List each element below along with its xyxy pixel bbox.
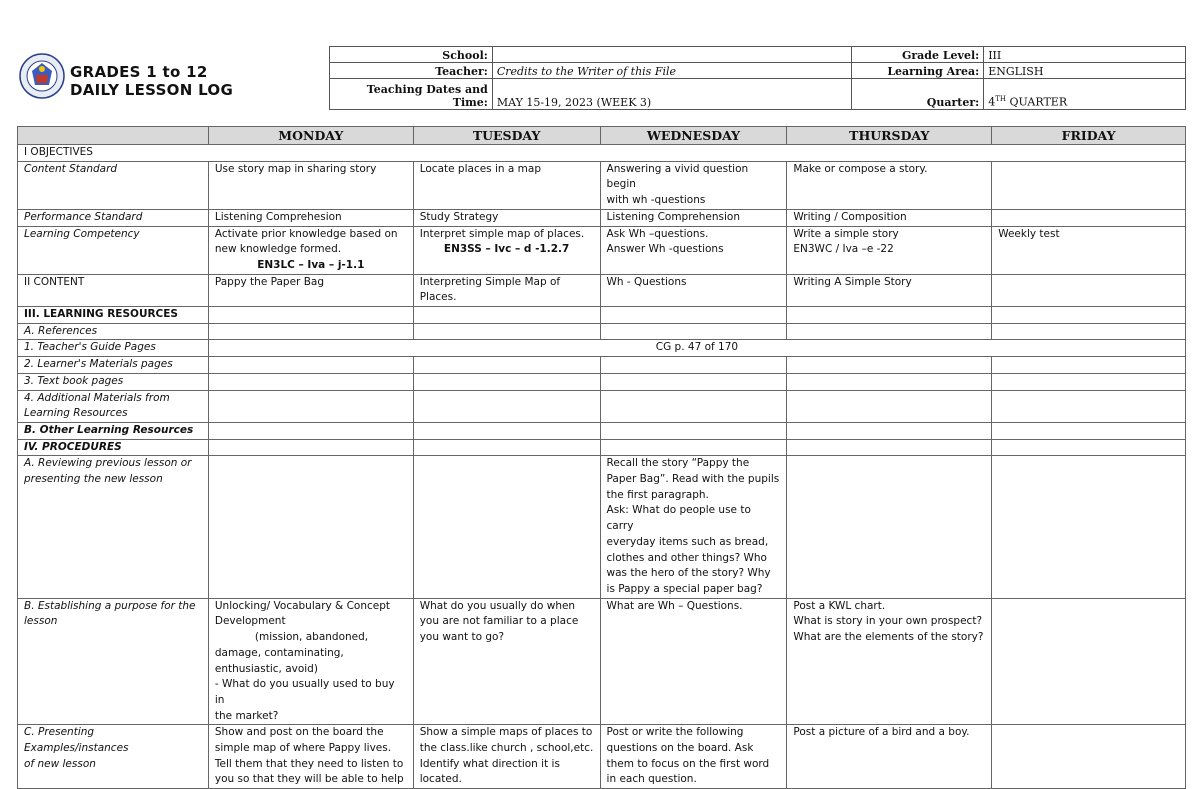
proc-line: Development — [214, 615, 286, 628]
competency-line: Activate prior knowledge based on — [214, 227, 398, 240]
proc-line: is Pappy a special paper bag? — [606, 582, 763, 595]
objectives-heading: I OBJECTIVES — [18, 145, 1186, 162]
procedure-b-monday — [208, 598, 413, 725]
proc-line: was the hero of the story? Why — [606, 567, 771, 580]
proc-line: located. — [419, 773, 462, 786]
content-standard-wednesday-line: Answering a vivid question begin — [606, 162, 749, 191]
references-heading: A. References — [18, 323, 209, 340]
performance-standard-friday — [992, 209, 1186, 226]
procedure-a-label-line: presenting the new lesson — [24, 473, 163, 486]
teacher-value: Credits to the Writer of this File — [492, 63, 851, 79]
content-line: Places. — [419, 291, 457, 304]
proc-line: What are the elements of the story? — [793, 631, 984, 644]
proc-line: Paper Bag”. Read with the pupils — [606, 473, 780, 486]
procedure-a-wednesday — [600, 456, 787, 598]
performance-standard-label: Performance Standard — [18, 209, 209, 226]
learning-competency-label: Learning Competency — [18, 226, 209, 274]
proc-line: Tell them that they need to listen to — [214, 757, 404, 770]
teaching-dates-value: MAY 15-19, 2023 (WEEK 3) — [492, 79, 851, 110]
additional-materials-line: Learning Resources — [24, 407, 128, 420]
proc-line: the first paragraph. — [606, 488, 709, 501]
textbook-pages-label: 3. Text book pages — [18, 373, 209, 390]
performance-standard-wednesday: Listening Comprehension — [600, 209, 787, 226]
procedure-b-label — [18, 598, 209, 725]
proc-line: them to focus on the first word — [606, 757, 770, 770]
procedure-c-thursday: Post a picture of a bird and a boy. — [787, 725, 992, 789]
proc-line: Identify what direction it is — [419, 757, 560, 770]
learning-competency-thursday — [787, 226, 992, 274]
quarter-suffix: QUARTER — [1005, 96, 1068, 109]
proc-line: the class.like church , school,etc. — [419, 742, 594, 755]
proc-line: you are not familiar to a place — [419, 615, 579, 628]
content-standard-tuesday: Locate places in a map — [413, 161, 600, 209]
procedure-b-thursday — [787, 598, 992, 725]
proc-line: clothes and other things? Who — [606, 551, 767, 564]
proc-line: enthusiastic, avoid) — [214, 662, 318, 675]
proc-line: Recall the story “Pappy the — [606, 457, 750, 470]
day-header-monday: MONDAY — [208, 127, 413, 145]
proc-line: Post or write the following — [606, 726, 744, 739]
content-standard-friday — [992, 161, 1186, 209]
competency-code: EN3WC / Iva –e -22 — [793, 243, 894, 256]
proc-line: What do you usually do when — [419, 599, 576, 612]
procedure-c-monday — [208, 725, 413, 789]
grade-level-value: III — [984, 47, 1186, 63]
performance-standard-monday: Listening Comprehesion — [208, 209, 413, 226]
quarter-label: Quarter: — [852, 79, 984, 110]
content-friday — [992, 274, 1186, 306]
competency-line: Interpret simple map of places. — [419, 227, 585, 240]
content-wednesday: Wh - Questions — [600, 274, 787, 306]
quarter-value — [984, 79, 1186, 110]
content-standard-thursday: Make or compose a story. — [787, 161, 992, 209]
content-standard-label: Content Standard — [18, 161, 209, 209]
procedure-c-wednesday — [600, 725, 787, 789]
grade-level-label: Grade Level: — [852, 47, 984, 63]
deped-seal-logo — [19, 53, 65, 99]
teachers-guide-label: 1. Teacher's Guide Pages — [18, 340, 209, 357]
proc-line: damage, contaminating, — [214, 646, 344, 659]
proc-line: Show a simple maps of places to — [419, 726, 593, 739]
proc-line: questions on the board. Ask — [606, 742, 754, 755]
title-line-2: DAILY LESSON LOG — [70, 81, 234, 99]
content-standard-monday: Use story map in sharing story — [208, 161, 413, 209]
procedure-c-label — [18, 725, 209, 789]
learning-competency-wednesday — [600, 226, 787, 274]
quarter-superscript: TH — [995, 95, 1006, 104]
proc-line: you so that they will be able to help — [214, 773, 404, 786]
procedure-b-wednesday: What are Wh – Questions. — [600, 598, 787, 725]
competency-code: EN3SS – Ivc – d -1.2.7 — [443, 243, 570, 256]
performance-standard-thursday: Writing / Composition — [787, 209, 992, 226]
proc-line: simple map of where Pappy lives. — [214, 742, 392, 755]
school-label: School: — [330, 47, 493, 63]
content-tuesday — [413, 274, 600, 306]
teaching-dates-label-line-2: Time: — [452, 96, 488, 109]
teachers-guide-value: CG p. 47 of 170 — [208, 340, 1185, 357]
competency-line: Write a simple story — [793, 227, 899, 240]
procedure-c-label-line: of new lesson — [24, 757, 96, 770]
procedures-heading: IV. PROCEDURES — [18, 439, 209, 456]
procedure-c-label-line: C. Presenting Examples/instances — [24, 726, 129, 755]
quarter-number: 4 — [988, 96, 996, 109]
learning-area-label: Learning Area: — [852, 63, 984, 79]
school-value — [492, 47, 851, 63]
teacher-label: Teacher: — [330, 63, 493, 79]
proc-line: everyday items such as bread, — [606, 535, 769, 548]
content-line: Interpreting Simple Map of — [419, 275, 561, 288]
competency-code: EN3LC – Iva – j-1.1 — [257, 258, 365, 271]
proc-line: What is story in your own prospect? — [793, 615, 983, 628]
document-title — [70, 63, 233, 99]
lesson-log-table — [17, 126, 1186, 789]
header-corner — [18, 127, 209, 145]
procedure-c-tuesday — [413, 725, 600, 789]
info-table — [329, 46, 1186, 110]
learning-competency-monday — [208, 226, 413, 274]
proc-line: in each question. — [606, 773, 697, 786]
proc-line: Show and post on the board the — [214, 726, 384, 739]
teaching-dates-label-line-1: Teaching Dates and — [366, 83, 488, 96]
procedure-b-label-line: B. Establishing a purpose for the — [24, 599, 196, 612]
procedure-b-tuesday — [413, 598, 600, 725]
learning-competency-friday: Weekly test — [992, 226, 1186, 274]
procedure-a-label — [18, 456, 209, 598]
competency-line: Answer Wh -questions — [606, 243, 724, 256]
proc-line: Post a KWL chart. — [793, 599, 886, 612]
content-standard-wednesday — [600, 161, 787, 209]
proc-line: Unlocking/ Vocabulary & Concept — [214, 599, 391, 612]
other-resources-label: B. Other Learning Resources — [18, 422, 209, 439]
proc-line: Ask: What do people use to carry — [606, 504, 751, 533]
day-header-wednesday: WEDNESDAY — [600, 127, 787, 145]
learning-competency-tuesday — [413, 226, 600, 274]
procedure-a-label-line: A. Reviewing previous lesson or — [24, 457, 192, 470]
teaching-dates-label — [330, 79, 493, 110]
proc-line: - What do you usually used to buy in — [214, 678, 395, 706]
performance-standard-tuesday: Study Strategy — [413, 209, 600, 226]
additional-materials-line: 4. Additional Materials from — [24, 391, 170, 404]
content-thursday: Writing A Simple Story — [787, 274, 992, 306]
content-label: II CONTENT — [18, 274, 209, 306]
content-standard-wednesday-line: with wh -questions — [606, 194, 706, 207]
learners-materials-label: 2. Learner's Materials pages — [18, 357, 209, 374]
proc-line: (mission, abandoned, — [254, 631, 369, 644]
day-header-friday: FRIDAY — [992, 127, 1186, 145]
competency-line: Ask Wh –questions. — [606, 227, 709, 240]
learning-resources-heading: III. LEARNING RESOURCES — [18, 307, 209, 324]
procedure-b-label-line: lesson — [24, 615, 58, 628]
competency-line: new knowledge formed. — [214, 243, 342, 256]
day-header-tuesday: TUESDAY — [413, 127, 600, 145]
day-header-thursday: THURSDAY — [787, 127, 992, 145]
title-line-1: GRADES 1 to 12 — [70, 63, 208, 81]
additional-materials-label — [18, 390, 209, 422]
proc-line: you want to go? — [419, 631, 505, 644]
proc-line: the market? — [214, 709, 279, 722]
learning-area-value: ENGLISH — [984, 63, 1186, 79]
content-monday: Pappy the Paper Bag — [208, 274, 413, 306]
